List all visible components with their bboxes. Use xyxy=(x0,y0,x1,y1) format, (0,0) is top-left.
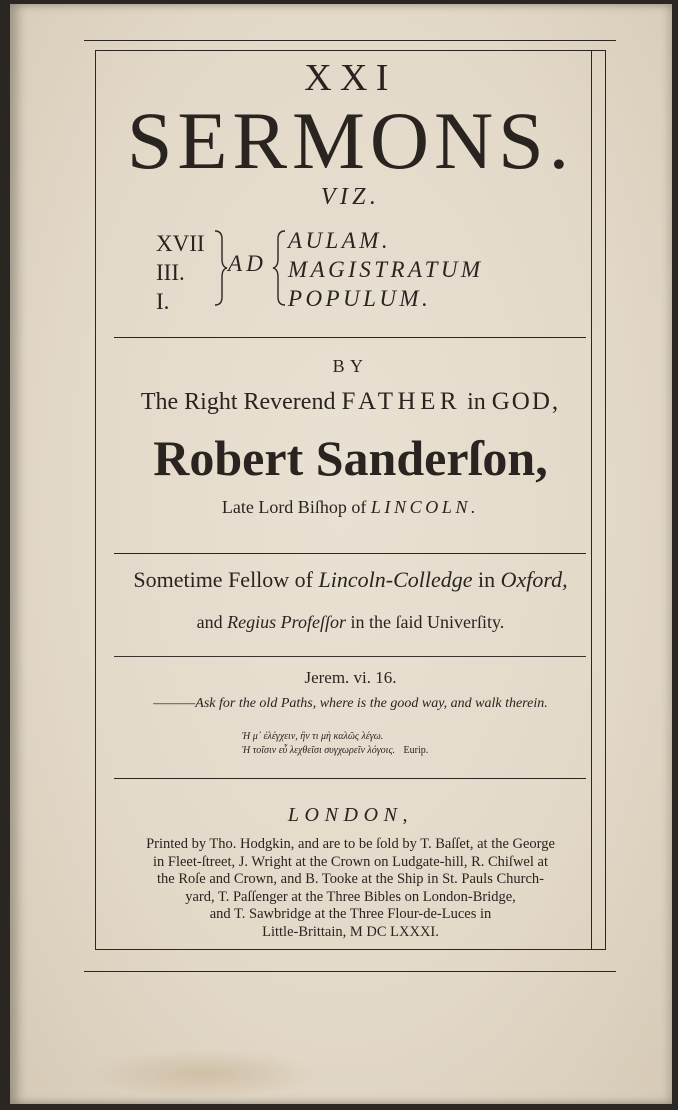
professor-prefix: and xyxy=(196,612,223,632)
imprint-line: Little-Brittain, M DC LXXXI. xyxy=(262,923,439,940)
greek-line-2 xyxy=(242,744,428,758)
divider-1 xyxy=(114,337,586,338)
divider-4 xyxy=(114,778,586,779)
main-title: SERMONS. xyxy=(126,95,575,186)
college-name: Lincoln-Colledge xyxy=(318,567,473,592)
target-magistratum: MAGISTRATUM xyxy=(288,257,484,282)
paper-stain xyxy=(90,1049,320,1099)
count-aulam: XVII xyxy=(156,231,205,256)
by-label: BY xyxy=(332,356,369,376)
scripture-quote: Ask for the old Paths, where is the good way, and walk therein. xyxy=(195,696,548,711)
imprint-city: LONDON, xyxy=(287,804,414,826)
professor-suffix: in the ſaid Univerſity. xyxy=(350,612,505,632)
greek-line-2-text: Ἡ τοῖσιν εὖ λεχθεῖσι συγχωρεῖν λόγοις. xyxy=(242,745,396,756)
greek-line-1: Ἡ μ᾽ ἐλέγχειν, ἣν τι μὴ καλῶς λέγω. xyxy=(242,731,384,742)
professor-title: Regius Profeſſor xyxy=(227,612,346,632)
imprint-line: and T. Sawbridge at the Three Flour-de-Luces in xyxy=(209,906,492,922)
honorific-prefix: The Right Reverend xyxy=(140,389,336,415)
bishop-line xyxy=(95,497,606,518)
oxford-name: Oxford, xyxy=(500,567,568,592)
brace-left-icon xyxy=(214,229,228,307)
god-word: GOD, xyxy=(491,388,561,415)
audience-counts xyxy=(156,229,205,316)
honorific-line xyxy=(95,388,606,416)
target-aulam: AULAM. xyxy=(288,228,392,253)
imprint-block xyxy=(95,836,606,941)
scripture-reference: Jerem. vi. 16. xyxy=(304,668,397,687)
father-word: FATHER xyxy=(341,388,462,415)
in-word: in xyxy=(467,389,486,415)
title-page xyxy=(10,4,672,1104)
scripture-quote-line xyxy=(95,696,606,712)
greek-source: Eurip. xyxy=(403,745,429,756)
imprint-line: in Fleet-ſtreet, J. Wright at the Crown on Ludgate-hill, R. Chiſwel at xyxy=(152,853,548,870)
viz-label: VIZ. xyxy=(320,184,381,210)
count-magistratum: III. xyxy=(156,260,185,285)
bishop-prefix: Late Lord Biſhop of xyxy=(221,497,367,517)
ad-label: AD xyxy=(228,251,267,276)
audience-targets xyxy=(288,226,484,313)
target-populum: POPULUM. xyxy=(288,286,432,311)
right-brace xyxy=(272,229,286,315)
professor-line xyxy=(95,612,606,633)
imprint-line: yard, T. Paſſenger at the Three Bibles on London-Bridge, xyxy=(185,888,516,905)
see-name: LINCOLN. xyxy=(370,497,480,517)
imprint-line: Printed by Tho. Hodgkin, and are to be ſold by T. Baſſet, at the George xyxy=(146,836,555,852)
fellow-prefix: Sometime Fellow of xyxy=(133,567,314,592)
left-brace xyxy=(214,229,228,314)
author-name: Robert Sanderſon, xyxy=(153,430,548,486)
count-populum: I. xyxy=(156,289,170,314)
quote-dash: ——— xyxy=(153,696,196,711)
fellow-in: in xyxy=(478,567,496,592)
brace-right-icon xyxy=(272,229,286,307)
imprint-line: the Roſe and Crown, and B. Tooke at the Ship in St. Pauls Church- xyxy=(157,871,544,887)
greek-verse xyxy=(242,730,428,758)
sermon-count: XXI xyxy=(304,57,397,99)
divider-3 xyxy=(114,656,586,657)
fellow-line xyxy=(95,567,606,593)
divider-2 xyxy=(114,553,586,554)
